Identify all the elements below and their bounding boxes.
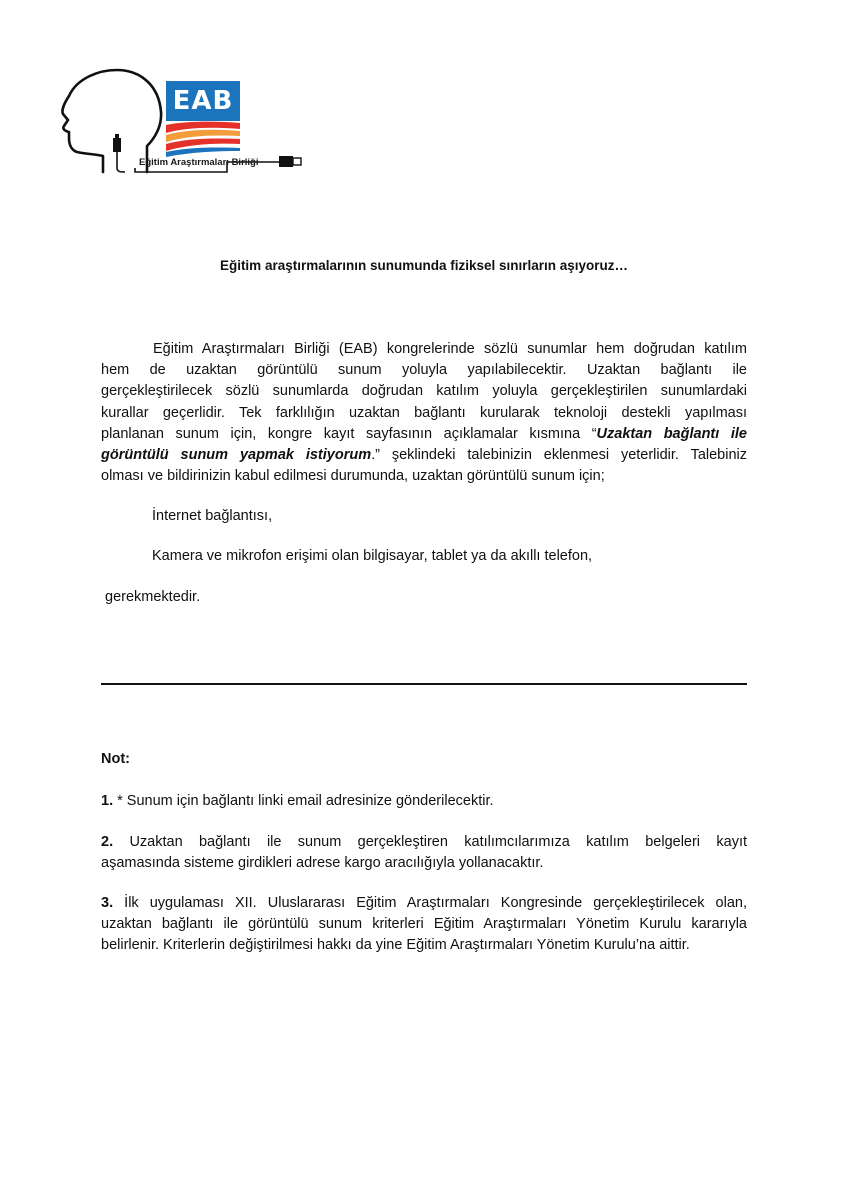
note-item xyxy=(101,893,747,957)
note-text: * Sunum için bağlantı linki email adresinize gönderilecektir. xyxy=(117,793,494,809)
eab-logo-badge xyxy=(166,81,240,157)
eab-logo-text: EAB xyxy=(166,81,240,121)
intro-text: planlanan sunum için, kongre kayıt sayfasının açıklamalar kısmına “ xyxy=(101,425,597,442)
note-number: 2. xyxy=(101,834,114,850)
intro-line: olması ve bildirinizin kabul edilmesi durumunda, uzaktan görüntülü sunum için; xyxy=(101,468,605,485)
logo xyxy=(55,68,315,178)
note-number: 1. xyxy=(101,793,114,809)
intro-line xyxy=(101,445,747,466)
note-text: İlk uygulaması XII. Uluslararası Eğitim Araştırmaları Kongresinde gerçekleştirilecek olan, xyxy=(124,895,747,911)
intro-paragraph xyxy=(101,339,747,487)
emphasis-text: görüntülü sunum yapmak istiyorum xyxy=(101,447,372,464)
note-line xyxy=(101,791,747,812)
note-line: uzaktan bağlantı ile görüntülü sunum kriterleri Eğitim Araştırmaları Yönetim Kurulu kararıyla xyxy=(101,916,747,933)
notes-heading: Not: xyxy=(101,751,130,767)
emphasis-text: Uzaktan bağlantı ile xyxy=(596,425,747,442)
requirement-item: İnternet bağlantısı, xyxy=(152,508,273,524)
divider xyxy=(101,683,747,685)
intro-line: gerçekleştirilecek sözlü sunumlarda doğrudan katılım yoluyla gerçekleştirilen sunumlardaki xyxy=(101,383,747,400)
note-line: belirlenir. Kriterlerin değiştirilmesi hakkı da yine Eğitim Araştırmaları Yönetim Kurulu’na aittir. xyxy=(101,937,690,954)
org-name: Eğitim Araştırmaları Birliği xyxy=(139,157,259,168)
note-text: Uzaktan bağlantı ile sunum gerçekleştiren katılımcılarımıza katılım belgeleri kayıt xyxy=(129,834,747,850)
requirement-item: Kamera ve mikrofon erişimi olan bilgisayar, tablet ya da akıllı telefon, xyxy=(152,548,593,564)
eab-stripes-icon xyxy=(166,121,240,157)
intro-line xyxy=(101,424,747,445)
intro-line: kurallar geçerlidir. Tek farklılığın uzaktan bağlantı kurularak teknoloji destekli yapılması xyxy=(101,404,747,421)
note-line xyxy=(101,893,747,914)
intro-line: hem de uzaktan görüntülü sunum yoluyla yapılabilecektir. Uzaktan bağlantı ile xyxy=(101,362,747,379)
intro-line: Eğitim Araştırmaları Birliği (EAB) kongrelerinde sözlü sunumlar hem doğrudan katılım xyxy=(153,341,747,357)
note-line: aşamasında sisteme girdikleri adrese kargo aracılığıyla yollanacaktır. xyxy=(101,855,544,872)
note-number: 3. xyxy=(101,895,114,911)
note-item xyxy=(101,791,747,812)
note-item xyxy=(101,832,747,874)
intro-text: .” şeklindeki talebinizin eklenmesi yeterlidir. Talebiniz xyxy=(371,447,748,464)
page-title: Eğitim araştırmalarının sunumunda fiziksel sınırların aşıyoruz… xyxy=(219,258,629,273)
closing-text: gerekmektedir. xyxy=(105,589,201,605)
note-line xyxy=(101,832,747,853)
